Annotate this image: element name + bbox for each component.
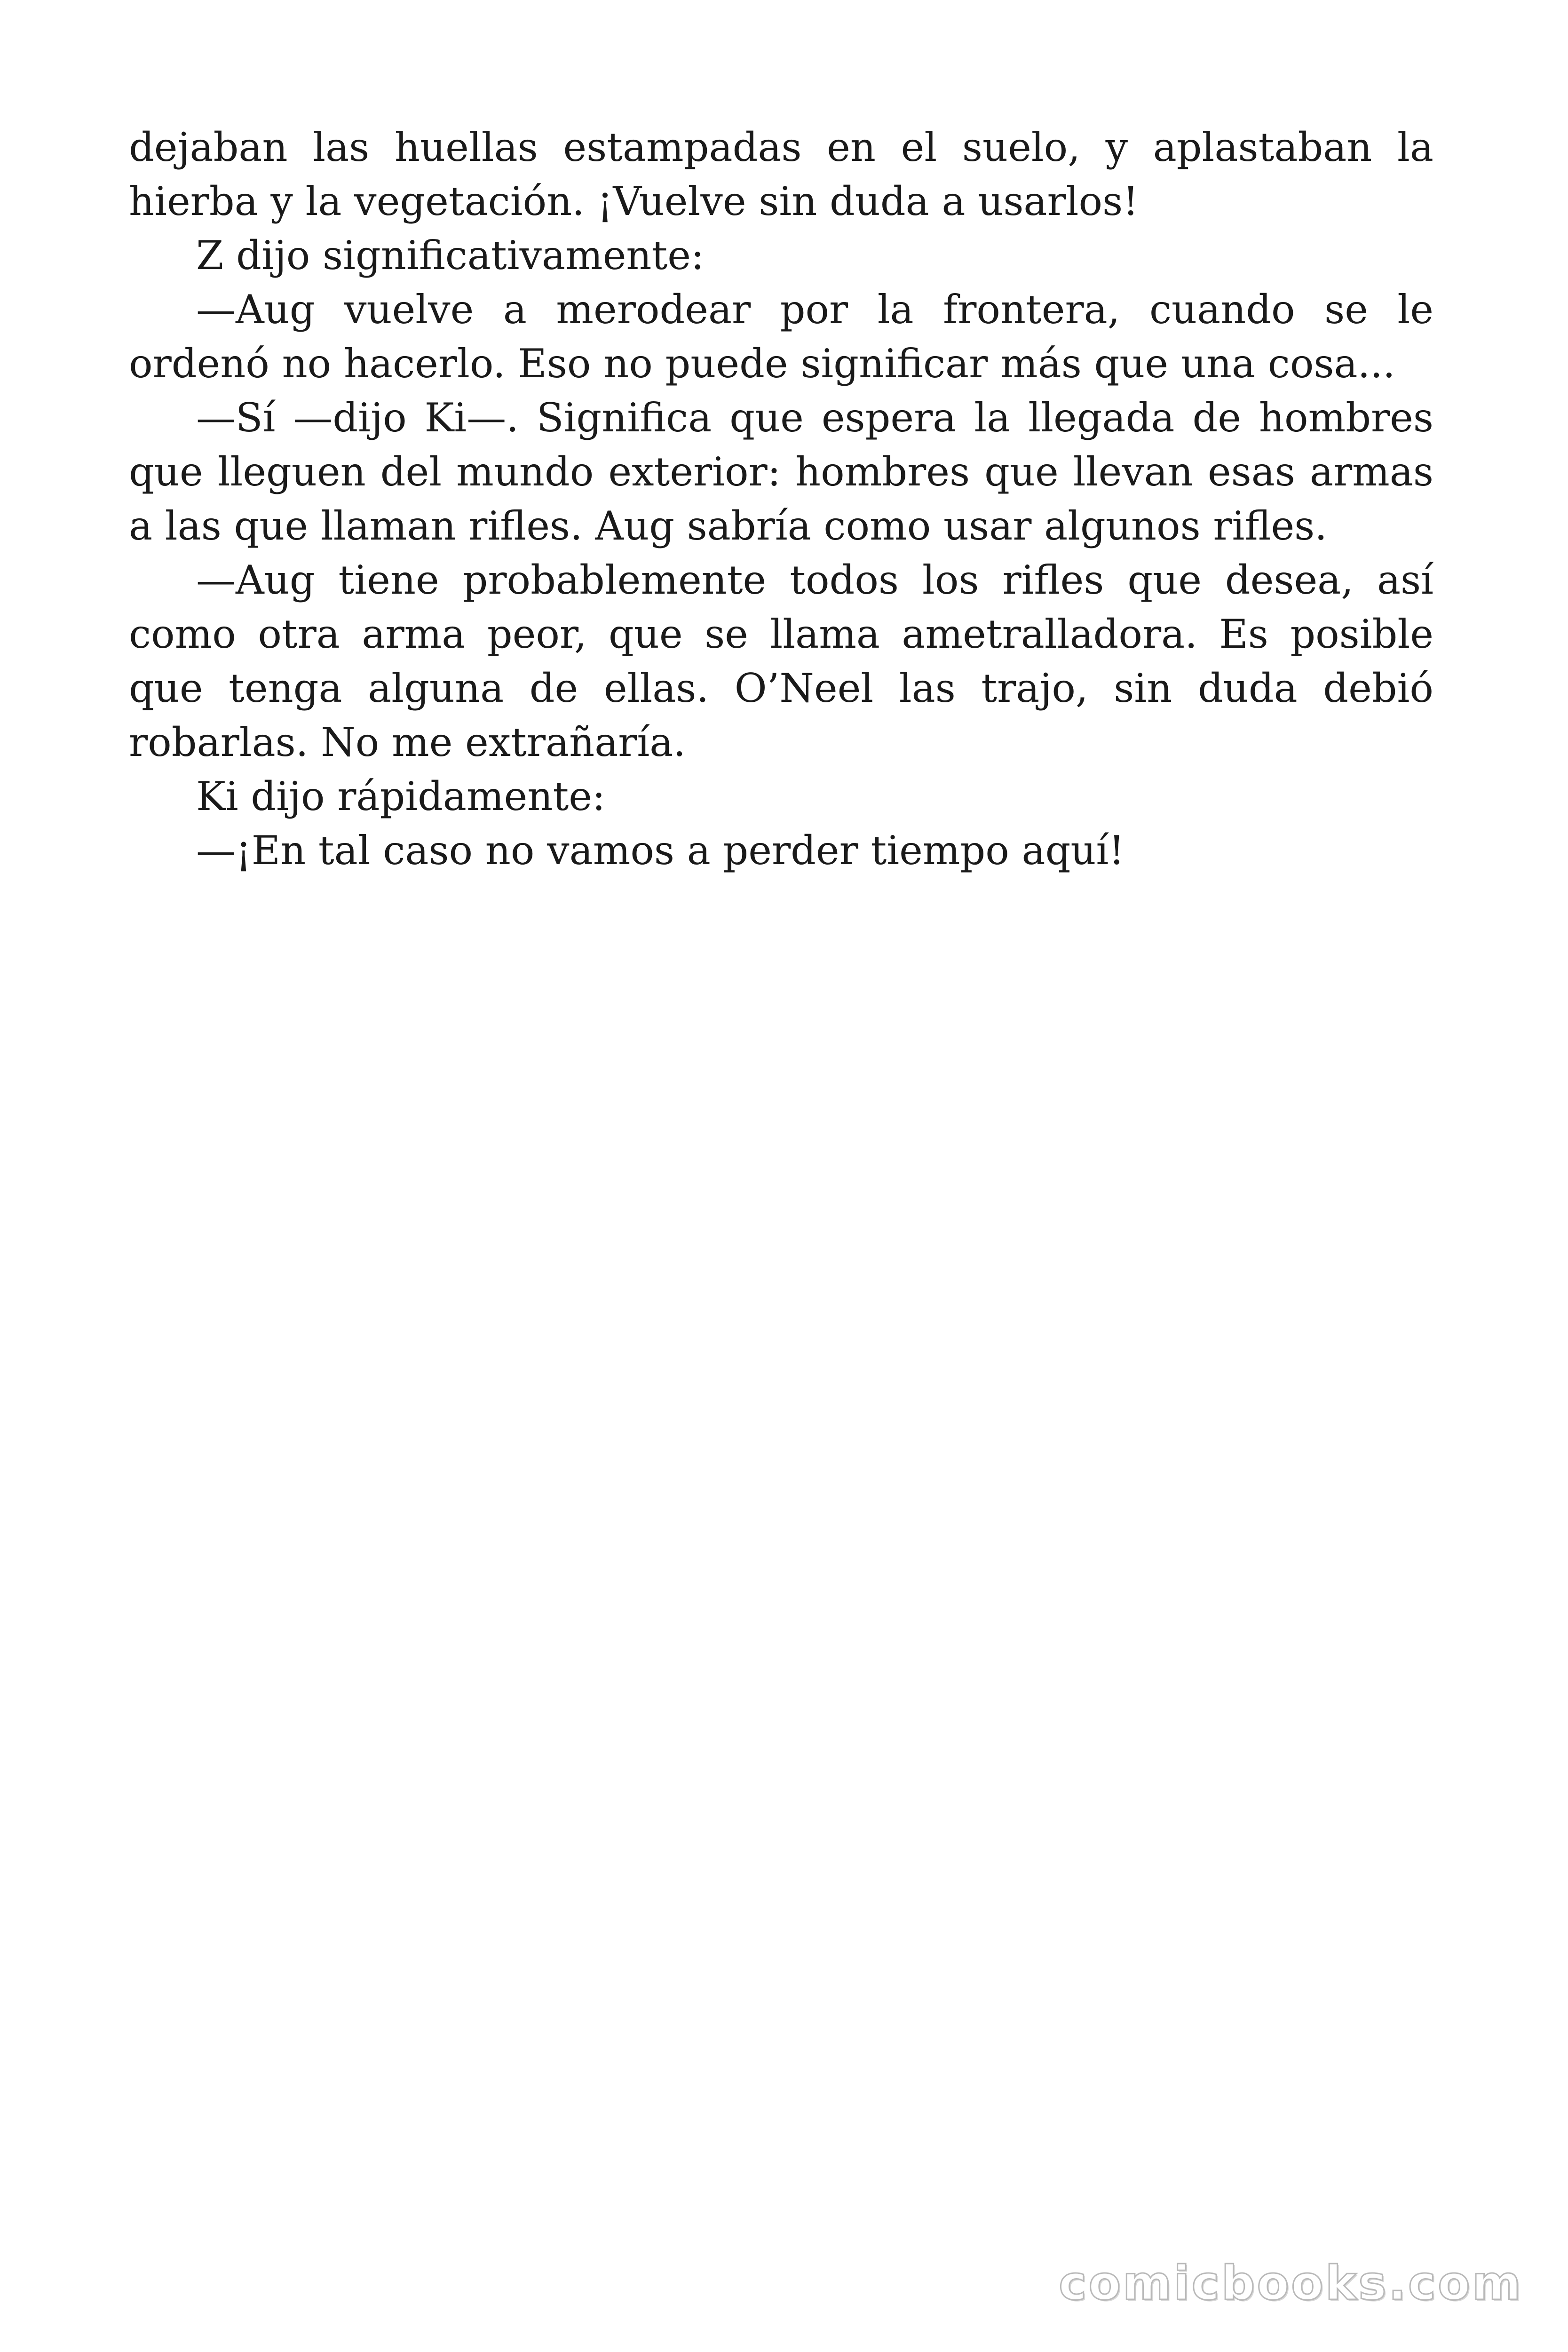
paragraph-3: —Aug vuelve a merodear por la frontera, cuando se le ordenó no hacerlo. Eso no puede significar más que una cosa... [129,286,1433,387]
paragraph-5: —Aug tiene probablemente todos los rifles que desea, así como otra arma peor, que se llama ametralladora. Es posible que tenga alguna de ellas. O’Neel las trajo, sin duda debió robarlas. No me extrañaría. [129,557,1433,765]
paragraph-7: —¡En tal caso no vamos a perder tiempo aquí! [196,827,1125,874]
page-text [129,120,1433,878]
paragraph-4: —Sí —dijo Ki—. Significa que espera la llegada de hombres que lleguen del mundo exterior: hombres que llevan esas armas a las que llaman rifles. Aug sabría como usar algunos rifles. [129,395,1433,549]
paragraph-2: Z dijo significativamente: [196,232,705,278]
paragraph-6: Ki dijo rápidamente: [196,773,606,819]
watermark-logo: comicbooks.com [1059,2256,1523,2311]
paragraph-1: dejaban las huellas estampadas en el suelo, y aplastaban la hierba y la vegetación. ¡Vuelve sin duda a usarlos! [129,124,1433,224]
